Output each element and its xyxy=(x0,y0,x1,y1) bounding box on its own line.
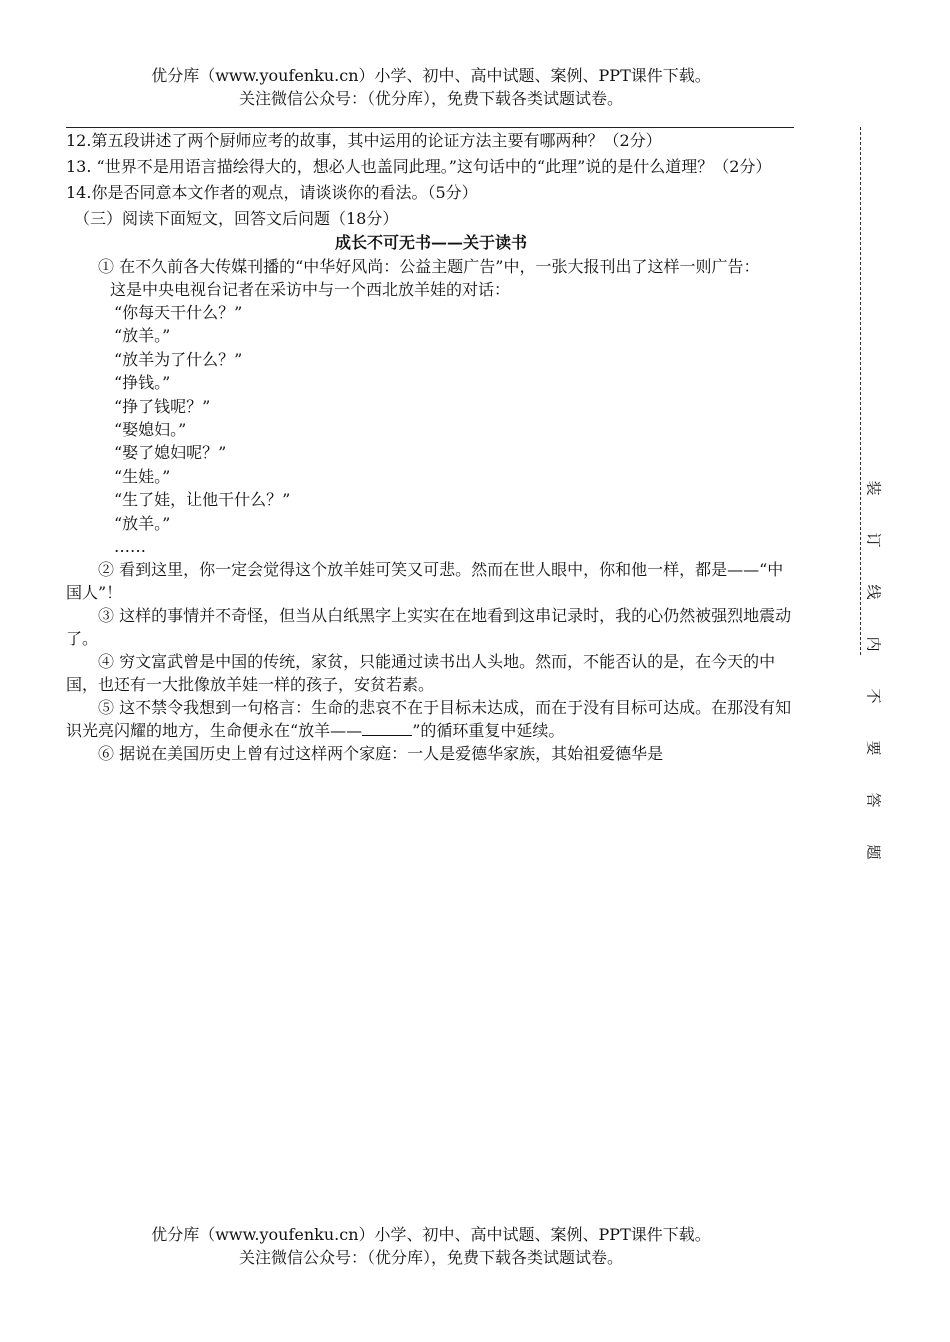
binding-char: 线 xyxy=(864,584,883,600)
page-header xyxy=(0,64,862,110)
footer-line-2: 关注微信公众号：（优分库），免费下载各类试题试卷。 xyxy=(238,1248,623,1267)
binding-char: 装 xyxy=(864,480,883,496)
paragraph-5-text-before: ⑤ 这不禁令我想到一句格言：生命的悲哀不在于目标未达成，而在于没有目标可达成。在那没有知识光亮闪耀的地方，生命便永在“放羊—— xyxy=(66,698,792,741)
dialogue-line: “挣了钱呢？” xyxy=(114,396,211,416)
binding-char: 题 xyxy=(864,844,883,860)
passage-title: 成长不可无书——关于读书 xyxy=(334,233,527,252)
binding-char: 要 xyxy=(864,740,883,756)
paragraph-2: ② 看到这里，你一定会觉得这个放羊娃可笑又可悲。然而在世人眼中，你和他一样，都是——“中国人”！ xyxy=(66,560,784,603)
footer-line-1: 优分库（www.youfenku.cn）小学、初中、高中试题、案例、PPT课件下载。 xyxy=(151,1225,711,1244)
binding-char: 订 xyxy=(864,532,883,548)
main-content xyxy=(66,129,796,765)
paragraph-5 xyxy=(66,696,796,742)
dialogue-line: “放羊。” xyxy=(114,326,171,346)
header-divider xyxy=(66,127,794,128)
dialogue-line: “生娃。” xyxy=(114,466,171,486)
header-line-1: 优分库（www.youfenku.cn）小学、初中、高中试题、案例、PPT课件下载。 xyxy=(151,66,711,85)
dialogue-line: “娶了媳妇呢？” xyxy=(114,443,227,463)
dialogue-line: “放羊。” xyxy=(114,513,171,533)
question-14: 14.你是否同意本文作者的观点，请谈谈你的看法。（5分） xyxy=(66,183,478,202)
binding-char: 内 xyxy=(864,636,883,652)
binding-char: 不 xyxy=(864,688,883,704)
dialogue-intro: 这是中央电视台记者在采访中与一个西北放羊娃的对话： xyxy=(110,280,511,299)
binding-char: 答 xyxy=(864,792,883,808)
dialogue-line: “生了娃，让他干什么？” xyxy=(114,490,291,510)
header-line-2: 关注微信公众号：（优分库），免费下载各类试题试卷。 xyxy=(238,89,623,108)
question-13: 13. “世界不是用语言描绘得大的，想必人也盖同此理。”这句话中的“此理”说的是什么道理？（2分） xyxy=(66,157,772,176)
fill-in-blank[interactable] xyxy=(362,719,412,736)
dialogue-line: “挣钱。” xyxy=(114,373,171,393)
dialogue xyxy=(66,301,796,558)
paragraph-5-text-after: ”的循环重复中延续。 xyxy=(412,721,565,741)
dialogue-line: “娶媳妇。” xyxy=(114,420,187,440)
paragraph-3: ③ 这样的事情并不奇怪，但当从白纸黑字上实实在在地看到这串记录时，我的心仍然被强烈地震动了。 xyxy=(66,606,792,649)
dialogue-line: “放羊为了什么？” xyxy=(114,349,243,369)
paragraph-6: ⑥ 据说在美国历史上曾有过这样两个家庭：一人是爱德华家族，其始祖爱德华是 xyxy=(98,744,664,764)
question-12: 12.第五段讲述了两个厨师应考的故事，其中运用的论证方法主要有哪两种？（2分） xyxy=(66,131,662,150)
dialogue-line: “你每天干什么？” xyxy=(114,303,243,322)
page-footer xyxy=(0,1223,862,1269)
binding-notice xyxy=(838,462,883,878)
section-heading: （三）阅读下面短文，回答文后问题（18分） xyxy=(74,209,399,228)
paragraph-1: ① 在不久前各大传媒刊播的“中华好风尚：公益主题广告”中，一张大报刊出了这样一则广告： xyxy=(98,257,760,276)
paragraph-4: ④ 穷文富武曾是中国的传统，家贫，只能通过读书出人头地。然而，不能否认的是，在今天的中国，也还有一大批像放羊娃一样的孩子，安贫若素。 xyxy=(66,652,776,695)
dialogue-ellipsis: …… xyxy=(114,537,146,557)
